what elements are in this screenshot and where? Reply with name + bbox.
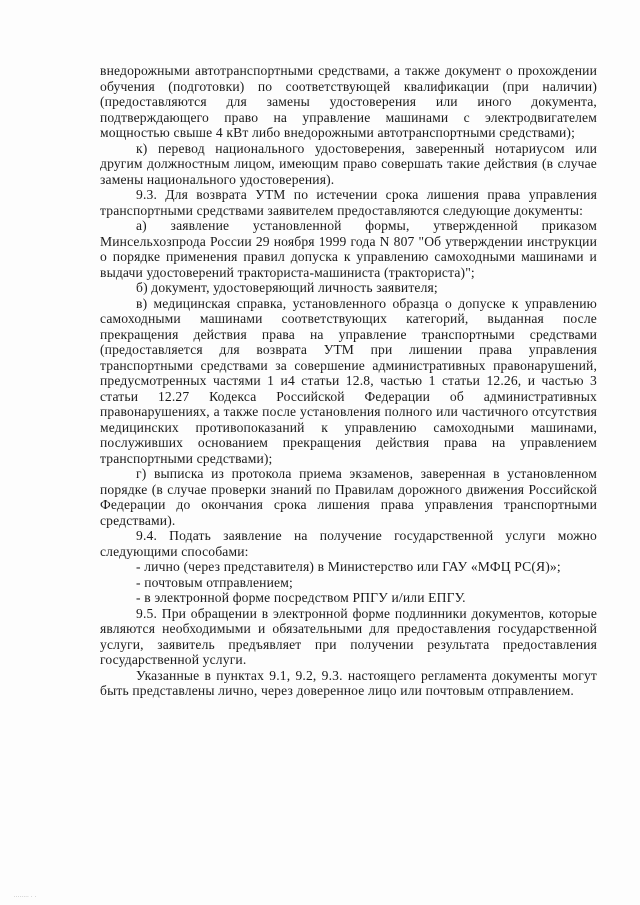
paragraph-9-4: 9.4. Подать заявление на получение государственной услуги можно следующими способами: bbox=[100, 528, 597, 559]
paragraph-item-v: в) медицинская справка, установленного образца о допуске к управлению самоходными машинами соответствующих категорий, выданная после прекращения действия права на управление транспортными средствами (предоставляется для возврата УТМ при лишении права управления транспортными средствами за совершение административных правонарушений, предусмотренных частями 1 и4 статьи 12.8, частью 1 статьи 12.26, и частью 3 статьи 12.27 Кодекса Российской Федерации об административных правонарушениях, а также после установления полного или частичного отсутствия медицинских противопоказаний к управлению самоходными машинами, послуживших основанием прекращения действия права на управлением транспортными средствами); bbox=[100, 295, 597, 466]
paragraph-documents-note: Указанные в пунктах 9.1, 9.2, 9.3. настоящего регламента документы могут быть представлены лично, через доверенное лицо или почтовым отправлением. bbox=[100, 667, 597, 698]
paragraph-continuation: внедорожными автотранспортными средствами, а также документ о прохождении обучения (подготовки) по соответствующей квалификации (при наличии) (предоставляются для замены удостоверения или иного документа, подтверждающего право на управление машинами с электродвигателем мощностью свыше 4 кВт либо внедорожными автотранспортными средствами); bbox=[100, 63, 597, 140]
scan-footer-mark: ........ . . bbox=[14, 893, 37, 899]
list-item-in-person: - лично (через представителя) в Министерство или ГАУ «МФЦ РС(Я)»; bbox=[136, 559, 561, 574]
paragraph-item-b: б) документ, удостоверяющий личность заявителя; bbox=[136, 280, 438, 295]
paragraph-item-a: а) заявление установленной формы, утвержденной приказом Минсельхозпрода России 29 ноября 1999 года N 807 "Об утверждении инструкции о порядке применения правил допуска к управлению самоходными машинами и выдачи удостоверений тракториста-машиниста (тракториста)"; bbox=[100, 218, 597, 280]
document-body bbox=[100, 63, 597, 699]
paragraph-item-k: к) перевод национального удостоверения, заверенный нотариусом или другим должностным лицом, имеющим право совершать такие действия (в случае замены национального удостоверения). bbox=[100, 140, 597, 187]
list-item-post: - почтовым отправлением; bbox=[136, 574, 293, 590]
paragraph-9-5: 9.5. При обращении в электронной форме подлинники документов, которые являются необходимыми и обязательными для предоставления государственной услуги, заявитель предъявляет при получении результата предоставления государственной услуги. bbox=[100, 605, 597, 667]
paragraph-9-3: 9.3. Для возврата УТМ по истечении срока лишения права управления транспортными средствами заявителем предоставляются следующие документы: bbox=[100, 187, 597, 218]
paragraph-item-g: г) выписка из протокола приема экзаменов, заверенная в установленном порядке (в случае проверки знаний по Правилам дорожного движения Российской Федерации до окончания срока лишения права управления транспортными средствами). bbox=[100, 466, 597, 528]
list-item-electronic: - в электронной форме посредством РПГУ и/или ЕПГУ. bbox=[136, 590, 466, 605]
